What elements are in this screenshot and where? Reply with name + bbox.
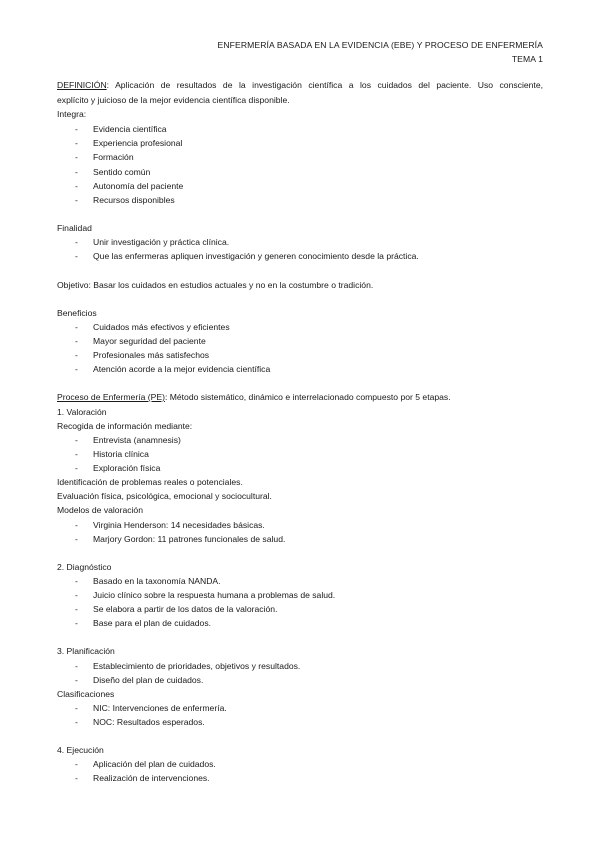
planificacion-heading: 3. Planificación xyxy=(57,646,115,656)
diagnostico-heading: 2. Diagnóstico xyxy=(57,562,112,572)
list-item: - Profesionales más satisfechos xyxy=(75,350,210,360)
definicion-label: DEFINICIÓN xyxy=(57,80,107,90)
objetivo-text: Objetivo: Basar los cuidados en estudios actuales y no en la costumbre o tradición. xyxy=(57,280,374,290)
list-item: - NIC: Intervenciones de enfermería. xyxy=(75,703,227,713)
list-item: - Experiencia profesional xyxy=(75,138,183,148)
list-item: - Aplicación del plan de cuidados. xyxy=(75,759,216,769)
valoracion-heading: 1. Valoración xyxy=(57,407,107,417)
proceso-text: : Método sistemático, dinámico e interrelacionado compuesto por 5 etapas. xyxy=(164,392,451,402)
list-item: - Virginia Henderson: 14 necesidades básicas. xyxy=(75,520,265,530)
list-item: - Evidencia científica xyxy=(75,124,167,134)
list-item: - Establecimiento de prioridades, objetivos y resultados. xyxy=(75,661,301,671)
list-item: - Base para el plan de cuidados. xyxy=(75,618,212,628)
list-item: - NOC: Resultados esperados. xyxy=(75,717,205,727)
list-item: - Diseño del plan de cuidados. xyxy=(75,675,204,685)
definicion-line-2: explícito y juicioso de la mejor evidencia científica disponible. xyxy=(57,95,290,105)
proceso-label: Proceso de Enfermería (PE) xyxy=(57,392,165,402)
list-item: - Realización de intervenciones. xyxy=(75,773,210,783)
proceso-line xyxy=(57,391,451,403)
integra-heading: Integra: xyxy=(57,109,87,119)
modelos-heading: Modelos de valoración xyxy=(57,505,143,515)
list-item: - Se elabora a partir de los datos de la valoración. xyxy=(75,604,278,614)
finalidad-heading: Finalidad xyxy=(57,223,92,233)
list-item: - Historia clínica xyxy=(75,449,149,459)
clasificaciones-heading: Clasificaciones xyxy=(57,689,115,699)
list-item: - Formación xyxy=(75,152,134,162)
tema-label: TEMA 1 xyxy=(511,54,543,64)
document-title: ENFERMERÍA BASADA EN LA EVIDENCIA (EBE) Y PROCESO DE ENFERMERÍA xyxy=(217,40,543,50)
list-item: - Juicio clínico sobre la respuesta humana a problemas de salud. xyxy=(75,590,336,600)
beneficios-heading: Beneficios xyxy=(57,308,97,318)
list-item: - Exploración física xyxy=(75,463,161,473)
valoracion-identificacion: Identificación de problemas reales o potenciales. xyxy=(57,477,243,487)
list-item: - Basado en la taxonomía NANDA. xyxy=(75,576,221,586)
definicion-text-1: : Aplicación de resultados de la investigación científica a los cuidados del paciente. Uso consciente, xyxy=(106,80,543,90)
list-item: - Mayor seguridad del paciente xyxy=(75,336,206,346)
list-item: - Recursos disponibles xyxy=(75,195,175,205)
list-item: - Unir investigación y práctica clínica. xyxy=(75,237,230,247)
list-item: - Cuidados más efectivos y eficientes xyxy=(75,322,230,332)
valoracion-recogida: Recogida de información mediante: xyxy=(57,421,193,431)
list-item: - Entrevista (anamnesis) xyxy=(75,435,181,445)
definicion-line-1 xyxy=(57,78,543,92)
valoracion-evaluacion: Evaluación física, psicológica, emocional y sociocultural. xyxy=(57,491,272,501)
list-item: - Autonomía del paciente xyxy=(75,181,184,191)
list-item: - Sentido común xyxy=(75,167,151,177)
list-item: - Atención acorde a la mejor evidencia científica xyxy=(75,364,271,374)
ejecucion-heading: 4. Ejecución xyxy=(57,745,104,755)
list-item: - Marjory Gordon: 11 patrones funcionales de salud. xyxy=(75,534,286,544)
list-item: - Que las enfermeras apliquen investigación y generen conocimiento desde la práctica. xyxy=(75,251,419,261)
page-header xyxy=(218,38,543,66)
